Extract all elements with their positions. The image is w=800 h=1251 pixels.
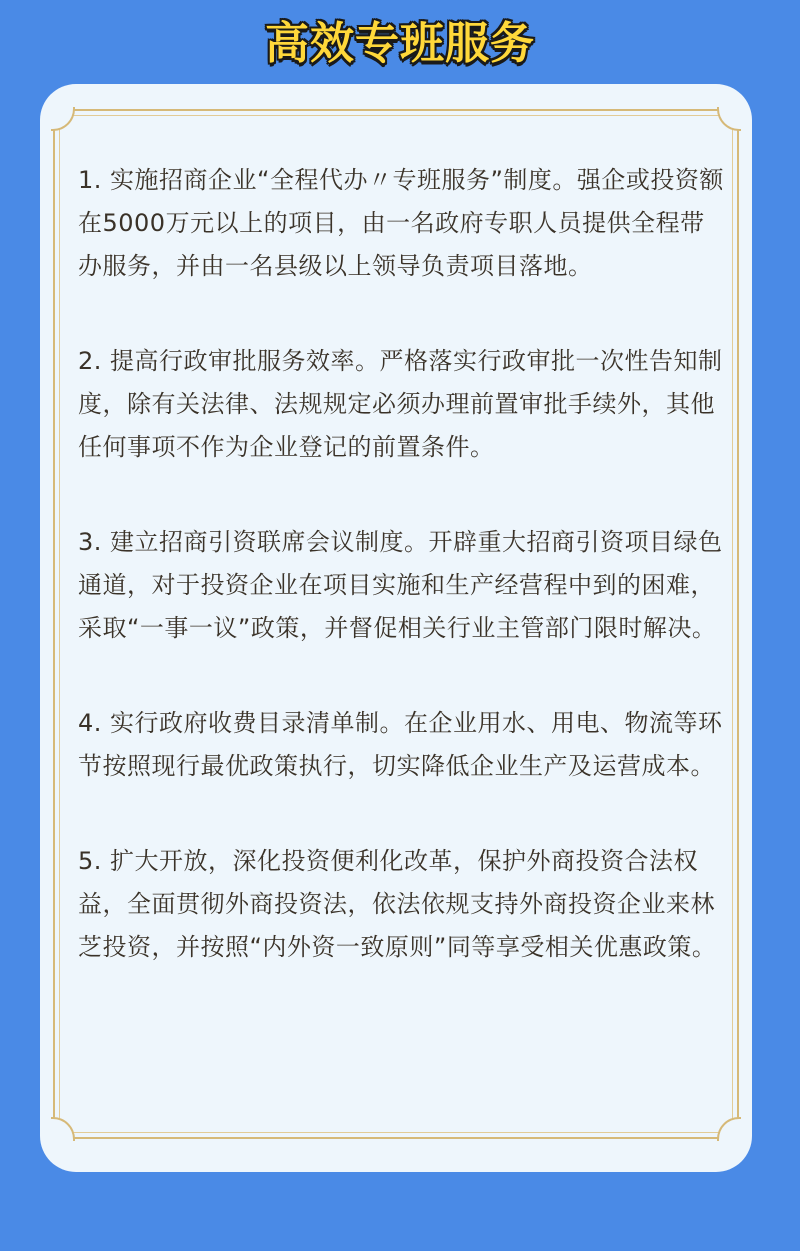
policy-list — [78, 159, 728, 1021]
policy-item-2: 2. 提高行政审批服务效率。严格落实行政审批一次性告知制度，除有关法律、法规规定必须办理前置审批手续外，其他任何事项不作为企业登记的前置条件。 — [78, 347, 723, 461]
policy-item-4: 4. 实行政府收费目录清单制。在企业用水、用电、物流等环节按照现行最优政策执行，切实降低企业生产及运营成本。 — [78, 709, 723, 780]
policy-item-1: 1. 实施招商企业“全程代办〃专班服务”制度。强企或投资额在5000万元以上的项目，由一名政府专职人员提供全程带办服务，并由一名县级以上领导负责项目落地。 — [78, 166, 724, 280]
page-title: 高效专班服务 — [265, 18, 535, 69]
policy-item-5: 5. 扩大开放，深化投资便利化改革，保护外商投资合法权益，全面贯彻外商投资法，依法依规支持外商投资企业来林芝投资，并按照“内外资一致原则”同等享受相关优惠政策。 — [78, 847, 717, 961]
policy-item-3: 3. 建立招商引资联席会议制度。开辟重大招商引资项目绿色通道，对于投资企业在项目实施和生产经营程中到的困难，采取“一事一议”政策，并督促相关行业主管部门限时解决。 — [78, 528, 723, 642]
content-card — [40, 84, 752, 1172]
